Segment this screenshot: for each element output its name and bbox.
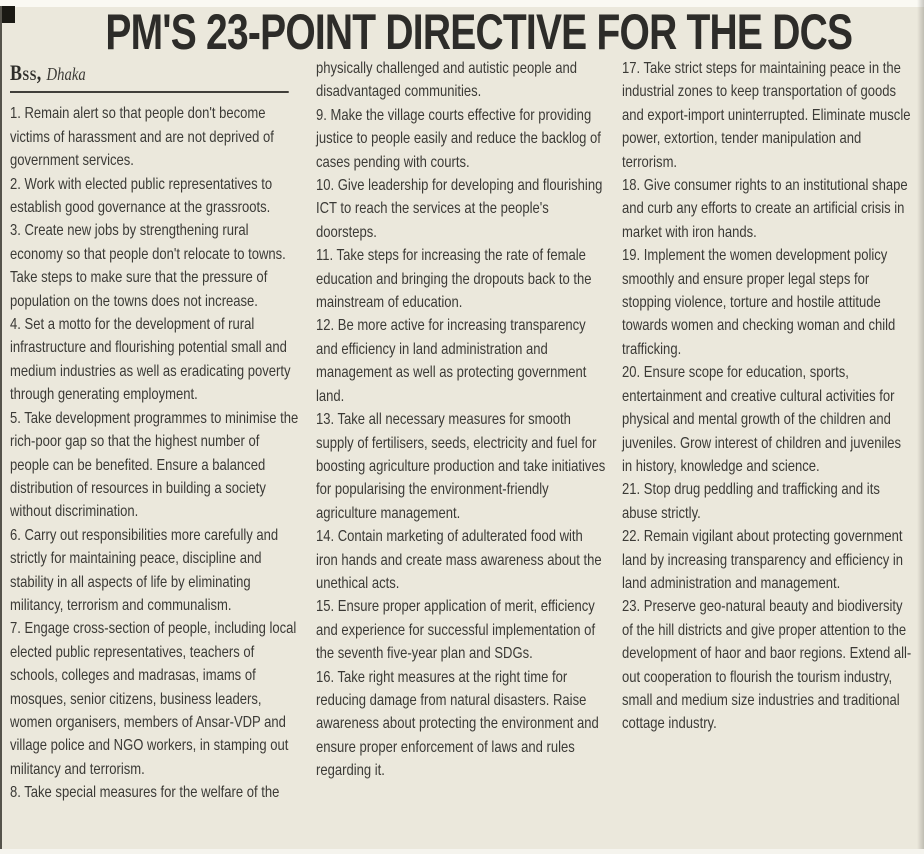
article-column-2 — [316, 57, 608, 805]
article-paragraph: 18. Give consumer rights to an institutional shape and curb any efforts to create an artificial crisis in market with iron hands. — [622, 177, 908, 241]
article-columns — [0, 55, 924, 805]
byline-location: Dhaka — [46, 64, 86, 84]
byline-rule — [10, 91, 289, 93]
article-paragraph: 17. Take strict steps for maintaining peace in the industrial zones to keep transportation of goods and export-import uninterrupted. Eliminate muscle power, extortion, tender manipulation and terrorism. — [622, 60, 911, 171]
column-3-text — [622, 57, 914, 736]
article-paragraph: 22. Remain vigilant about protecting government land by increasing transparency and efficiency in land administration and management. — [622, 528, 904, 592]
scan-bottom-strip — [0, 849, 924, 854]
article-paragraph: 8. Take special measures for the welfare of the — [10, 784, 280, 802]
article-paragraph: 5. Take development programmes to minimise the rich-poor gap so that the highest number of people can be benefited. Ensure a balanced distribution of resources in building a society without discrimination. — [10, 409, 299, 521]
article-paragraph: 11. Take steps for increasing the rate of female education and bringing the dropouts back to the mainstream of education. — [316, 247, 592, 312]
column-1-text — [10, 102, 302, 804]
headline-wrap — [0, 0, 924, 60]
article-paragraph: 23. Preserve geo-natural beauty and biodiversity of the hill districts and give proper attention to the development of haor and baor regions. Extend all-out cooperation to flourish the tourism industry, small and medium size industries and traditional cottage industry. — [622, 598, 912, 733]
article-paragraph: 21. Stop drug peddling and trafficking and its abuse strictly. — [622, 481, 880, 522]
article-paragraph: 14. Contain marketing of adulterated food with iron hands and create mass awareness about the unethical acts. — [316, 528, 602, 592]
article-paragraph: 6. Carry out responsibilities more carefully and strictly for maintaining peace, discipline and stability in all aspects of life by eliminating militancy, terrorism and communalism. — [10, 526, 279, 614]
byline — [10, 61, 302, 87]
scan-right-shadow — [917, 0, 924, 854]
article-paragraph: 13. Take all necessary measures for smooth supply of fertilisers, seeds, electricity and fuel for boosting agriculture production and take initiatives for popularising the environment-friendly agriculture management. — [316, 411, 606, 522]
byline-agency: Bss, — [10, 60, 42, 85]
article-paragraph: 12. Be more active for increasing transparency and efficiency in land administration and management as well as protecting government land. — [316, 317, 587, 405]
article-paragraph: 7. Engage cross-section of people, including local elected public representatives, teachers of schools, colleges and madrasas, imams of mosques, senior citizens, business leaders, women organisers, members of Ansar-VDP and village police and NGO workers, in stamping out militancy and terrorism. — [10, 620, 297, 778]
article-paragraph: 4. Set a motto for the development of rural infrastructure and flourishing potential small and medium industries as well as eradicating poverty through generating employment. — [10, 316, 291, 404]
column-2-text — [316, 57, 608, 783]
article-paragraph: 19. Implement the women development policy smoothly and ensure proper legal steps for stopping violence, torture and hostile attitude towards women and checking woman and child trafficking. — [622, 247, 896, 358]
article-column-3 — [622, 57, 914, 805]
article-paragraph: 16. Take right measures at the right time for reducing damage from natural disasters. Raise awareness about protecting the environment and ensure proper enforcement of laws and rules regarding it. — [316, 668, 599, 780]
article-paragraph: 3. Create new jobs by strengthening rural economy so that people don't relocate to towns. Take steps to make sure that the pressure of population on the towns does not increase. — [10, 222, 286, 310]
scan-corner-mark — [0, 6, 15, 23]
article-paragraph: 2. Work with elected public representatives to establish good governance at the grassroots. — [10, 175, 273, 217]
article-paragraph: 10. Give leadership for developing and flourishing ICT to reach the services at the people's doorsteps. — [316, 177, 603, 241]
article-paragraph: 9. Make the village courts effective for providing justice to people easily and reduce the backlog of cases pending with courts. — [316, 106, 601, 171]
article-paragraph: 15. Ensure proper application of merit, efficiency and experience for successful implementation of the seventh five-year plan and SDGs. — [316, 598, 596, 663]
scan-left-edge-line — [0, 6, 2, 852]
page-title: PM'S 23-POINT DIRECTIVE FOR THE DCS — [105, 4, 853, 60]
article-paragraph: 20. Ensure scope for education, sports, entertainment and creative cultural activities for physical and mental growth of the children and juveniles. Grow interest of children and juveniles in history, knowledge and science. — [622, 364, 902, 475]
article-column-1 — [10, 57, 302, 805]
article-paragraph: 1. Remain alert so that people don't become victims of harassment and are not deprived of government services. — [10, 105, 274, 170]
article-paragraph: physically challenged and autistic people and disadvantaged communities. — [316, 60, 577, 101]
